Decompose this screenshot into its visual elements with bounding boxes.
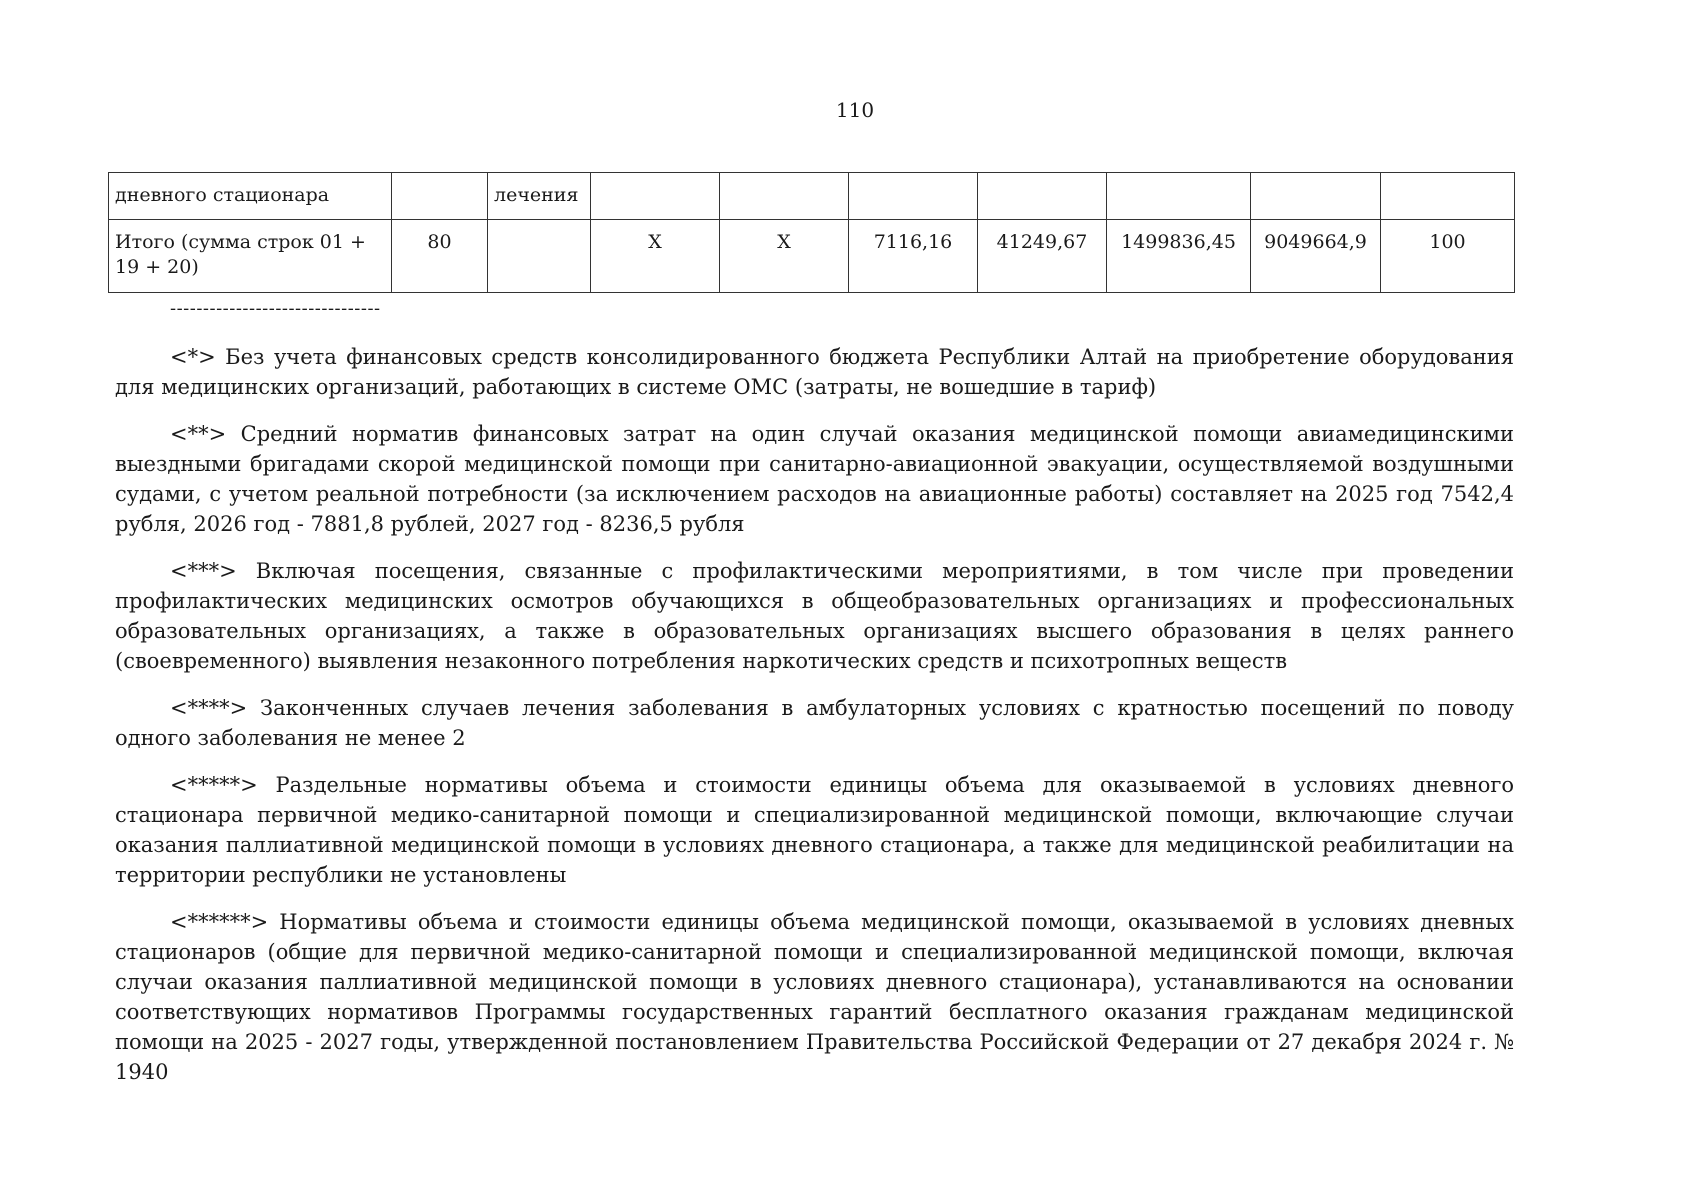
table-cell — [591, 173, 720, 220]
table-cell: лечения — [488, 173, 591, 220]
table-cell: дневного стационара — [109, 173, 392, 220]
footnote: <***> Включая посещения, связанные с профилактическими мероприятиями, в том числе при проведении профилактических медицинских осмотров обучающихся в общеобразовательных организациях и профессиональных образовательных организациях, а также в образовательных организациях высшего образования в целях раннего (своевременного) выявления незаконного потребления наркотических средств и психотропных веществ — [115, 559, 1514, 673]
table-cell: Итого (сумма строк 01 + 19 + 20) — [109, 220, 392, 293]
table-cell — [720, 173, 849, 220]
table-cell: 7116,16 — [849, 220, 978, 293]
table-cell: Х — [591, 220, 720, 293]
table-cell: 1499836,45 — [1107, 220, 1251, 293]
footnote: <****> Законченных случаев лечения заболевания в амбулаторных условиях с кратностью посещений по поводу одного заболевания не менее 2 — [115, 696, 1514, 750]
table-cell: 100 — [1381, 220, 1515, 293]
table-cell: 41249,67 — [978, 220, 1107, 293]
table-cell — [392, 173, 488, 220]
table-row — [109, 220, 1515, 293]
footnote: <******> Нормативы объема и стоимости единицы объема медицинской помощи, оказываемой в условиях дневных стационаров (общие для первичной медико-санитарной помощи и специализированной медицинской помощи, включая случаи оказания паллиативной медицинской помощи в условиях дневного стационара), устанавливаются на основании соответствующих нормативов Программы государственных гарантий бесплатного оказания гражданам медицинской помощи на 2025 - 2027 годы, утвержденной постановлением Правительства Российской Федерации от 27 декабря 2024 г. № 1940 — [115, 910, 1514, 1084]
table-row — [109, 173, 1515, 220]
data-table — [108, 172, 1515, 293]
footnote-separator: -------------------------------- — [170, 298, 381, 319]
footnote: <*****> Раздельные нормативы объема и стоимости единицы объема для оказываемой в условиях дневного стационара первичной медико-санитарной помощи и специализированной медицинской помощи, включающие случаи оказания паллиативной медицинской помощи в условиях дневного стационара, а также для медицинской реабилитации на территории республики не установлены — [115, 773, 1514, 887]
table-cell: 9049664,9 — [1251, 220, 1381, 293]
page-number: 110 — [835, 98, 875, 122]
table-cell: Х — [720, 220, 849, 293]
footnote: <**> Средний норматив финансовых затрат на один случай оказания медицинской помощи авиамедицинскими выездными бригадами скорой медицинской помощи при санитарно-авиационной эвакуации, осуществляемой воздушными судами, с учетом реальной потребности (за исключением расходов на авиационные работы) составляет на 2025 год 7542,4 рубля, 2026 год - 7881,8 рублей, 2027 год - 8236,5 рубля — [115, 422, 1514, 536]
table-cell: 80 — [392, 220, 488, 293]
table-cell — [1251, 173, 1381, 220]
table-cell — [849, 173, 978, 220]
footnote: <*> Без учета финансовых средств консолидированного бюджета Республики Алтай на приобретение оборудования для медицинских организаций, работающих в системе ОМС (затраты, не вошедшие в тариф) — [115, 345, 1514, 399]
table-cell — [488, 220, 591, 293]
table-cell — [1107, 173, 1251, 220]
table-cell — [1381, 173, 1515, 220]
table-cell — [978, 173, 1107, 220]
footnotes — [115, 342, 1514, 1104]
